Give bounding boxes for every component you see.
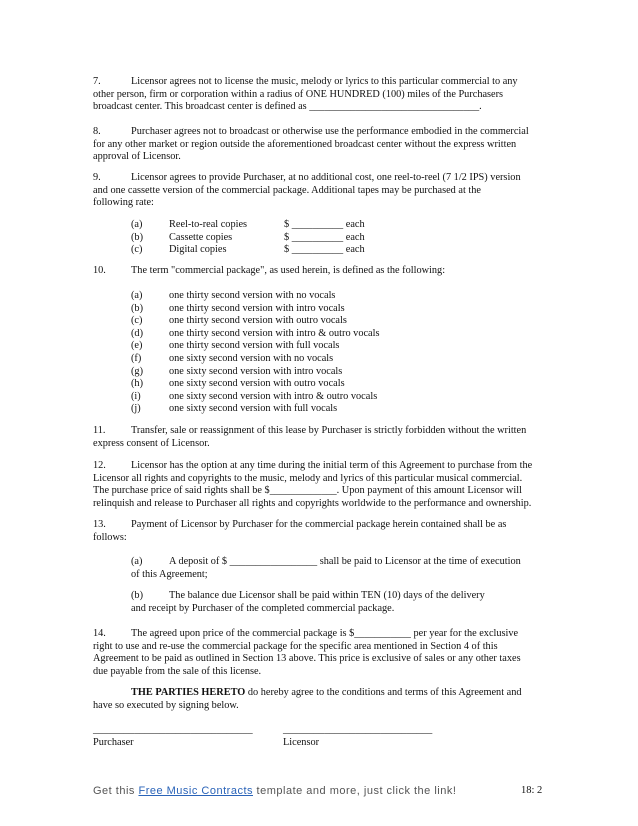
clause-text: Licensor has the option at any time during the initial term of this Agreement to purchase from the <box>131 460 533 471</box>
list-item: (c) one thirty second version with outro vocals <box>131 315 347 327</box>
list-item: (d) one thirty second version with intro & outro vocals <box>131 327 380 339</box>
footer-suffix: template and more, just click the link! <box>253 785 457 797</box>
clause-number: 9. <box>93 172 101 183</box>
clause-text: Agreement to be paid as outlined in Section 13 above. This price is exclusive of sales or any other taxes <box>93 653 521 665</box>
item-letter: (a) <box>131 556 143 567</box>
clause-text: due payable from the sale of this license. <box>93 665 262 677</box>
free-music-contracts-link[interactable]: Free Music Contracts <box>138 785 253 797</box>
clause-text: The agreed upon price of the commercial package is $___________ per year for the exclusive <box>131 628 519 639</box>
clause-text: Transfer, sale or reassignment of this lease by Purchaser is strictly forbidden without the written <box>131 425 527 436</box>
clause-number: 14. <box>93 628 106 639</box>
clause-text: broadcast center. This broadcast center is defined as _________________________________. <box>93 101 482 113</box>
purchaser-label: Purchaser <box>93 737 134 748</box>
list-item: (b) one thirty second version with intro vocals <box>131 302 345 314</box>
list-item: (h) one sixty second version with outro vocals <box>131 378 345 390</box>
clause-text: Licensor agrees not to license the music, melody or lyrics to this particular commercial to any <box>131 76 518 87</box>
clause-text: follows: <box>93 531 127 543</box>
clause-number: 10. <box>93 265 106 276</box>
clause-text: and one cassette version of the commercial package. Additional tapes may be purchased at the <box>93 184 481 196</box>
footer-prefix: Get this <box>93 785 139 797</box>
closing-text: do hereby agree to the conditions and terms of this Agreement and <box>245 687 522 698</box>
clause-7 <box>93 76 543 114</box>
price-blank[interactable]: $ __________ each <box>284 231 365 243</box>
clause-text: Purchaser agrees not to broadcast or otherwise use the performance embodied in the commercial <box>131 126 529 137</box>
balance-text: The balance due Licensor shall be paid within TEN (10) days of the delivery <box>169 590 485 601</box>
clause-13 <box>93 519 543 544</box>
rate-row: (b) Cassette copies $ __________ each <box>131 231 365 243</box>
package-list <box>131 290 379 416</box>
clause-number: 11. <box>93 425 106 436</box>
clause-text: The term "commercial package", as used herein, is defined as the following: <box>131 265 446 276</box>
parties-heading: THE PARTIES HERETO <box>131 687 246 698</box>
rate-list <box>131 219 365 257</box>
deposit-text: A deposit of $ _________________ shall be paid to Licensor at the time of execution <box>169 556 521 567</box>
clause-8 <box>93 126 543 164</box>
clause-text: relinquish and release to Purchaser all rights and copyrights worldwide to the performance and ownership. <box>93 497 532 509</box>
deposit-text-cont: of this Agreement; <box>131 568 208 580</box>
rate-row: (a) Reel-to-real copies $ __________ each <box>131 219 365 230</box>
clause-text: Licensor all rights and copyrights to the music, melody and lyrics of this particular musical commercial. <box>93 472 523 484</box>
payment-balance <box>131 590 543 615</box>
footer <box>93 785 456 798</box>
balance-text-cont: and receipt by Purchaser of the completed commercial package. <box>131 602 395 614</box>
closing-text: have so executed by signing below. <box>93 699 239 711</box>
list-item: (e) one thirty second version with full vocals <box>131 340 340 352</box>
clause-14 <box>93 628 543 678</box>
clause-number: 8. <box>93 126 101 137</box>
item-letter: (b) <box>131 590 144 601</box>
clause-text: Payment of Licensor by Purchaser for the commercial package herein contained shall be as <box>131 519 507 530</box>
clause-text: right to use and re-use the commercial package for the specific area mentioned in Section 4 of this <box>93 640 498 652</box>
clause-9 <box>93 172 543 210</box>
licensor-label: Licensor <box>283 737 320 748</box>
rate-row: (c) Digital copies $ __________ each <box>131 244 365 256</box>
price-blank[interactable]: $ __________ each <box>284 219 365 230</box>
list-item: (g) one sixty second version with intro vocals <box>131 365 343 377</box>
purchaser-signature-line[interactable]: _______________________________ <box>93 724 253 735</box>
clause-text: other person, firm or corporation within a radius of ONE HUNDRED (100) miles of the Purchasers <box>93 88 504 100</box>
clause-10 <box>93 265 543 278</box>
list-item: (a) one thirty second version with no vocals <box>131 290 336 301</box>
licensor-signature-line[interactable]: _____________________________ <box>283 724 433 735</box>
closing-statement <box>93 687 543 712</box>
clause-text: The purchase price of said rights shall be $_____________. Upon payment of this amount Licensor will <box>93 485 522 497</box>
list-item: (f) one sixty second version with no vocals <box>131 352 334 364</box>
price-blank[interactable]: $ __________ each <box>284 244 365 256</box>
clause-text: Licensor agrees to provide Purchaser, at no additional cost, one reel-to-reel (7 1/2 IPS) version <box>131 172 521 183</box>
clause-12 <box>93 460 543 510</box>
clause-text: approval of Licensor. <box>93 151 181 163</box>
clause-number: 13. <box>93 519 106 530</box>
clause-number: 7. <box>93 76 101 87</box>
clause-text: for any other market or region outside the aforementioned broadcast center without the express written <box>93 138 517 150</box>
clause-number: 12. <box>93 460 106 471</box>
clause-text: express consent of Licensor. <box>93 437 210 449</box>
payment-deposit <box>131 556 543 581</box>
page-number: 18: 2 <box>521 785 543 796</box>
clause-text: following rate: <box>93 197 154 209</box>
clause-11 <box>93 425 543 450</box>
list-item: (i) one sixty second version with intro & outro vocals <box>131 390 378 402</box>
list-item: (j) one sixty second version with full vocals <box>131 403 338 415</box>
